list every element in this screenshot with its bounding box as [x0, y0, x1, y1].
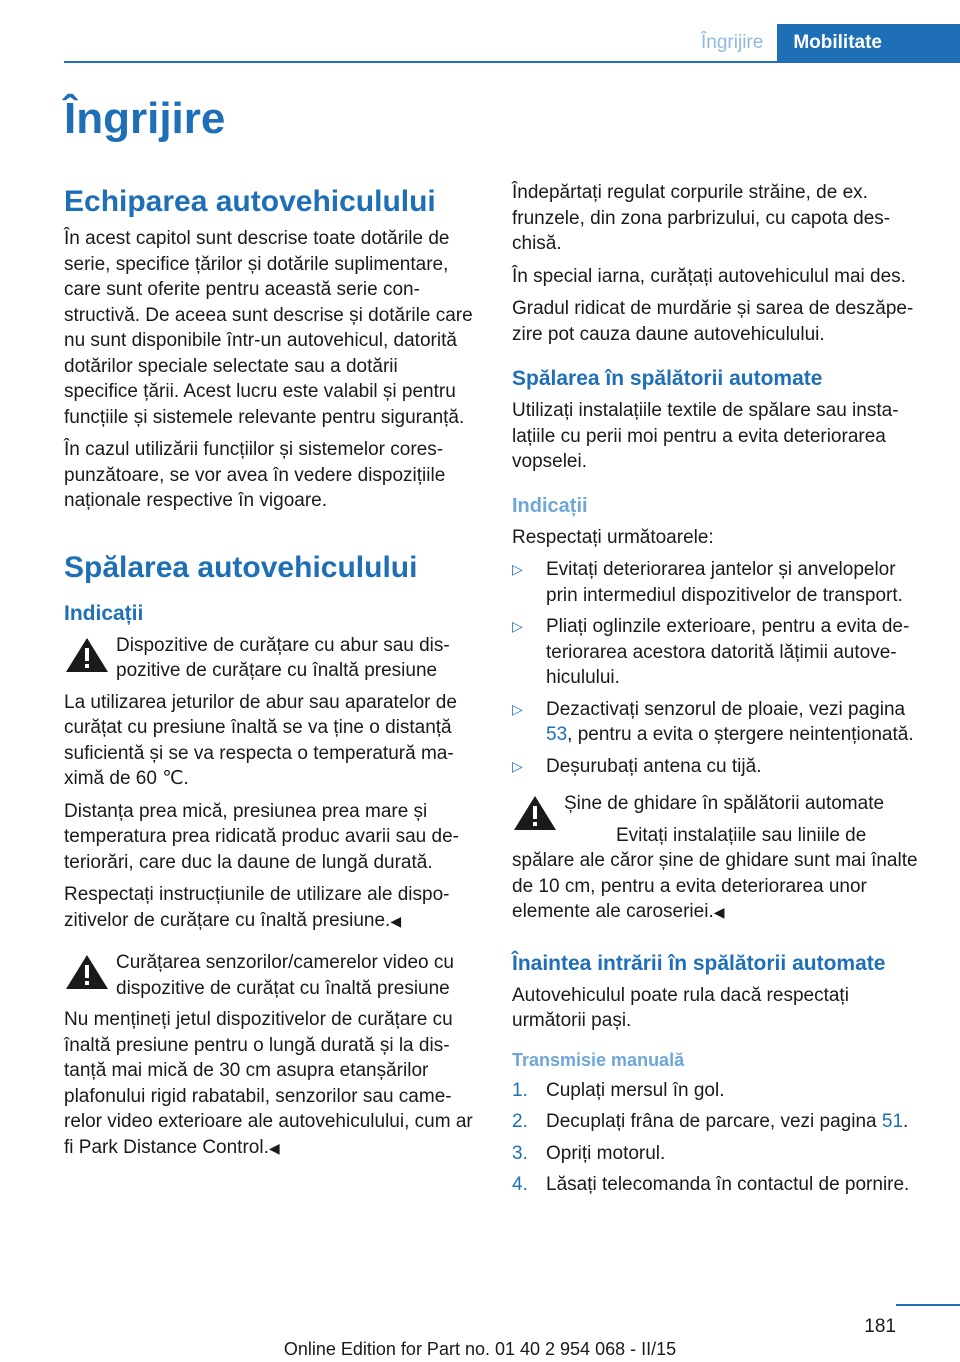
paragraph: Gradul ridicat de murdărie și sarea de deszăpezire pot cauza daune autovehiculului. [512, 298, 914, 345]
page-header [687, 24, 960, 62]
list-item [512, 1172, 924, 1198]
list-item [512, 557, 924, 608]
paragraph [512, 823, 924, 926]
list-item [512, 1141, 924, 1167]
paragraph: Utilizați instalațiile textile de spălare sau instalațiile cu perii moi pentru a evita deteriorarea vopselei. [512, 400, 899, 472]
bullet-list [512, 557, 924, 779]
list-item [512, 754, 924, 780]
list-item-text: Evitați deteriorarea jantelor și anvelopelor prin intermediul dispozitivelor de transport. [546, 559, 903, 606]
bullet-triangle-icon: ▷ [512, 618, 523, 634]
step-text-before: Decuplați frâna de parcare, vezi pagina [546, 1111, 882, 1132]
paragraph: Distanța prea mică, presiunea prea mare și temperatura prea ridicată produc avarii sau deteriorări, care duc la daune de lungă durată. [64, 800, 459, 873]
list-item-text-after: , pentru a evita o ștergere neintenționată. [567, 724, 914, 745]
heading-spalarea: Spălarea autovehiculului [64, 550, 418, 584]
step-number: 2. [512, 1111, 528, 1132]
bullet-triangle-icon: ▷ [512, 757, 523, 774]
warning-block [512, 791, 924, 926]
paragraph: Autovehiculul poate rula dacă respectați următorii pași. [512, 984, 849, 1031]
end-mark-icon: ◀ [268, 1139, 280, 1156]
step-number: 3. [512, 1142, 528, 1164]
warning-title: Curățarea senzorilor/camerelor video cu dispozitive de curățat cu înaltă presiune [116, 952, 454, 999]
paragraph-text: Respectați instrucțiunile de utilizare ale dispozitivelor de curățare cu înaltă presiune. [64, 884, 450, 931]
heading-inaintea: Înaintea intrării în spălătorii automate [512, 951, 886, 975]
footer-rule [896, 1304, 960, 1306]
paragraph: În acest capitol sunt descrise toate dotările de serie, specifice țărilor și dotările suplimentare, care sunt oferite pentru această serie constructivă. De aceea sunt descrise și dotările care nu sunt disponibile într-un autovehicul, datorită dotărilor speciale selectate sau a dotării specifice țării. Acest lucru este valabil și pentru funcțiile și sistemele relevante pentru siguranță. [64, 228, 473, 428]
paragraph [64, 882, 476, 934]
list-item [512, 697, 924, 748]
paragraph: În cazul utilizării funcțiilor și sistemelor corespunzătoare, se vor avea în vedere dispozițiile naționale respective în vigoare. [64, 439, 446, 511]
heading-indicatii: Indicații [512, 494, 588, 517]
tab-mobilitate[interactable]: Mobilitate [777, 24, 960, 62]
bullet-triangle-icon: ▷ [512, 561, 523, 577]
heading-spalarea-automate: Spălarea în spălătorii automate [512, 367, 823, 390]
page-link-51[interactable]: 51 [881, 1111, 904, 1132]
step-text: Opriți motorul. [546, 1142, 666, 1164]
chapter-title: Îngrijire [64, 94, 226, 143]
warning-icon [64, 952, 110, 992]
warning-title: Dispozitive de curățare cu abur sau dispozitive de curățare cu înaltă presiune [116, 634, 450, 681]
step-number: 4. [512, 1174, 528, 1195]
paragraph: La utilizarea jeturilor de abur sau aparatelor de curățat cu presiune înaltă se va ține o distanță suficientă și se va respecta o temperatură maximă de 60 ℃. [64, 691, 457, 789]
list-item [512, 614, 924, 691]
bullet-triangle-icon: ▷ [512, 700, 523, 717]
warning-block [64, 950, 476, 1001]
steps-list [512, 1078, 924, 1198]
step-text: Cuplați mersul în gol. [546, 1079, 725, 1101]
warning-block [64, 633, 476, 684]
list-item [512, 1109, 924, 1135]
heading-indicatii: Indicații [64, 601, 144, 625]
page-number: 181 [864, 1316, 896, 1337]
paragraph: În special iarna, curățați autovehiculul mai des. [512, 265, 906, 287]
heading-transmisie: Transmisie manuală [512, 1049, 685, 1070]
paragraph-text: Evitați instalațiile sau liniile de spălare ale căror șine de ghidare sunt mai înalte de 10 cm, pentru a evita deteriorarea unor elemente ale caroseriei. [512, 824, 918, 922]
paragraph: Respectați următoarele: [512, 526, 714, 548]
footer-edition: Online Edition for Part no. 01 40 2 954 068 - II/15 [283, 1339, 677, 1359]
paragraph [64, 1007, 476, 1161]
warning-icon [64, 635, 110, 675]
end-mark-icon: ◀ [390, 912, 402, 929]
step-text-after: . [903, 1111, 909, 1132]
tab-ingrijire[interactable]: Îngrijire [701, 32, 764, 53]
paragraph-text: Nu mențineți jetul dispozitivelor de curățare cu înaltă presiune pentru o lungă durată și la distanță mai mică de 30 cm asupra etanșărilor plafonului rigid rabatabil, senzorilor sau camerelor video exterioare ale autovehiculului, cum ar fi Park Distance Control. [64, 1009, 473, 1158]
list-item-text-before: Dezactivați senzorul de ploaie, vezi pagina [546, 698, 906, 720]
heading-echiparea: Echiparea autovehiculului [64, 185, 436, 218]
list-item-text: Pliați oglinzile exterioare, pentru a evita deteriorarea acestora datorită lățimii autovehiculului. [546, 616, 910, 688]
warning-icon [512, 793, 558, 833]
page-link-53[interactable]: 53 [546, 724, 568, 745]
step-text: Lăsați telecomanda în contactul de pornire. [546, 1174, 910, 1195]
list-item [512, 1078, 924, 1104]
warning-title: Șine de ghidare în spălătorii automate [564, 793, 885, 814]
right-column [512, 180, 924, 1206]
list-item-text: Deșurubați antena cu tijă. [546, 755, 762, 777]
step-number: 1. [512, 1079, 528, 1101]
left-column [64, 180, 476, 1168]
end-mark-icon: ◀ [713, 904, 725, 920]
header-rule [64, 61, 960, 63]
paragraph: Îndepărtați regulat corpurile străine, de ex. frunzele, din zona parbrizului, cu capota deschisă. [512, 182, 891, 254]
